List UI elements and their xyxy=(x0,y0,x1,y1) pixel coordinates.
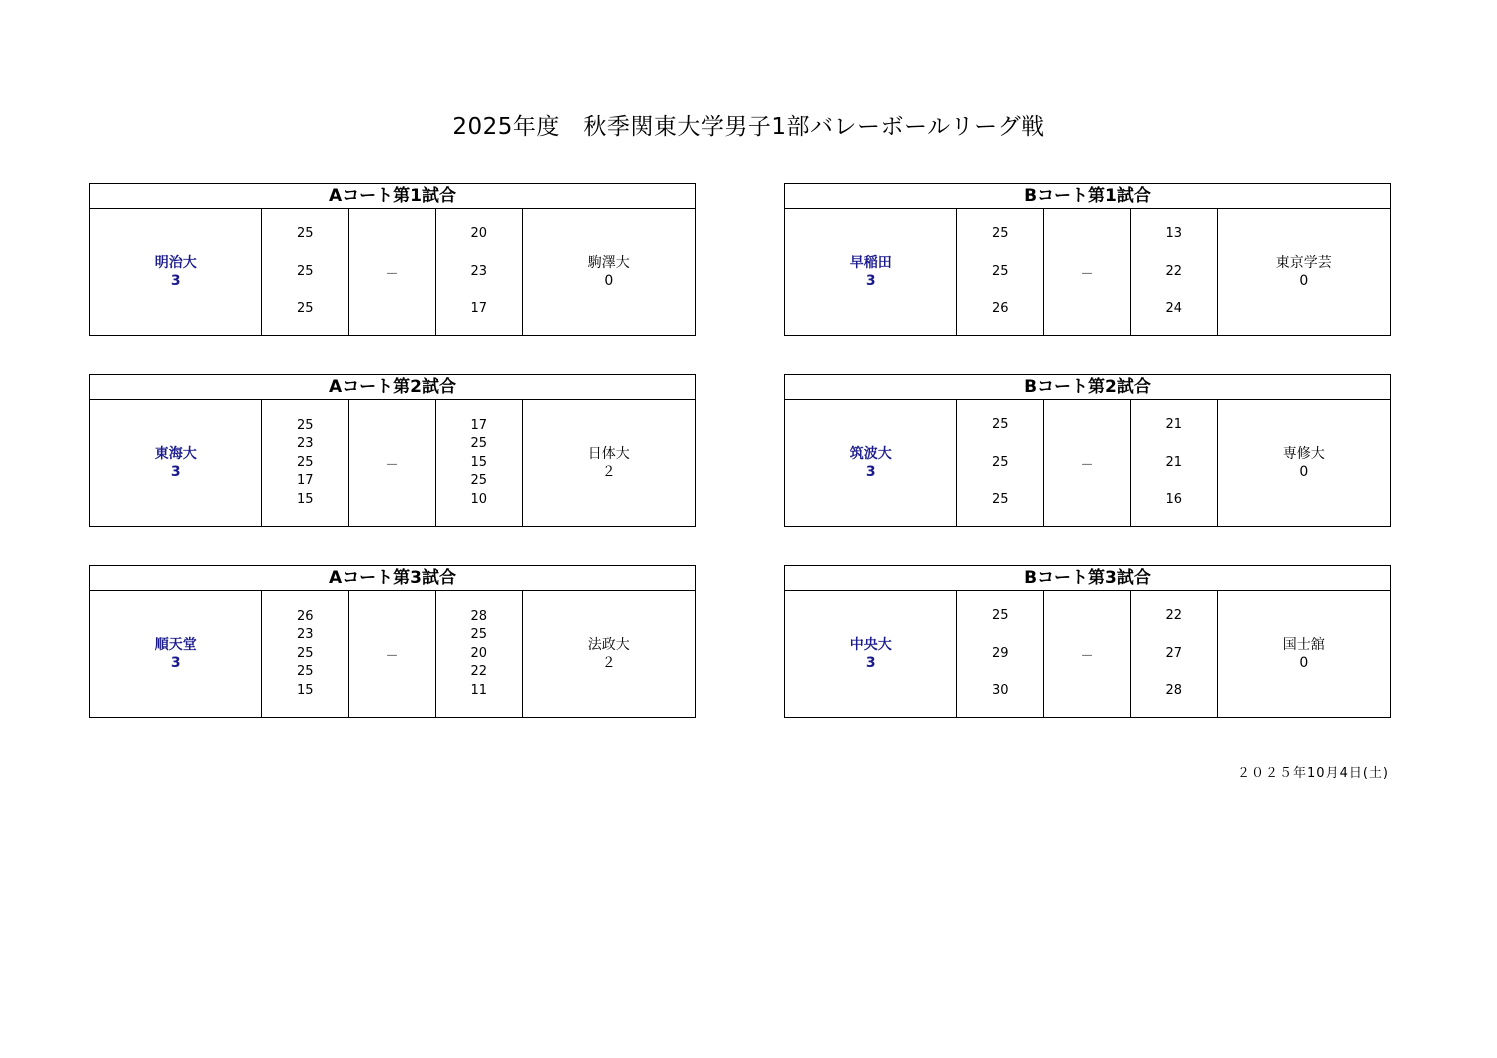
away-sets-won: 0 xyxy=(1299,464,1309,480)
away-team-name: 東京学芸 xyxy=(1275,255,1332,271)
separator-dash: － xyxy=(1080,648,1094,664)
away-set-scores xyxy=(1131,209,1218,335)
set-score: 28 xyxy=(1165,683,1182,699)
set-score: 20 xyxy=(470,226,487,242)
away-set-scores xyxy=(1131,400,1218,526)
set-score: 15 xyxy=(297,491,314,507)
set-score: 25 xyxy=(297,301,314,317)
away-sets-won: ２ xyxy=(601,655,616,671)
set-score: 25 xyxy=(470,473,487,489)
set-score: 17 xyxy=(297,473,314,489)
set-score: 22 xyxy=(1165,608,1182,624)
set-score: 29 xyxy=(992,645,1009,661)
away-sets-won: 0 xyxy=(1299,273,1309,289)
set-score: 25 xyxy=(470,627,487,643)
set-score: 17 xyxy=(470,417,487,433)
set-score: 25 xyxy=(992,226,1009,242)
away-team-cell xyxy=(523,591,695,717)
set-score: 25 xyxy=(992,417,1009,433)
match-header: Bコート第2試合 xyxy=(785,375,1390,400)
home-team-name: 明治大 xyxy=(154,255,197,271)
home-team-cell xyxy=(785,400,957,526)
separator-dash: － xyxy=(385,457,399,473)
away-set-scores xyxy=(1131,591,1218,717)
set-score: 25 xyxy=(992,454,1009,470)
match-header: Aコート第1試合 xyxy=(90,184,695,209)
set-score: 10 xyxy=(470,491,487,507)
set-score: 23 xyxy=(297,436,314,452)
match-header: Aコート第3試合 xyxy=(90,566,695,591)
away-sets-won: 0 xyxy=(1299,655,1309,671)
set-score: 20 xyxy=(470,645,487,661)
away-set-scores xyxy=(436,591,523,717)
set-score: 25 xyxy=(992,263,1009,279)
match-header: Bコート第3試合 xyxy=(785,566,1390,591)
separator-dash: － xyxy=(1080,457,1094,473)
home-team-name: 中央大 xyxy=(849,637,892,653)
away-team-cell xyxy=(1218,591,1390,717)
match-header: Aコート第2試合 xyxy=(90,375,695,400)
set-score: 25 xyxy=(992,492,1009,508)
home-team-name: 順天堂 xyxy=(154,637,197,653)
separator-cell xyxy=(1044,591,1131,717)
set-score: 25 xyxy=(297,454,314,470)
set-score: 25 xyxy=(297,645,314,661)
away-team-name: 専修大 xyxy=(1282,446,1325,462)
home-team-cell xyxy=(90,209,262,335)
set-score: 21 xyxy=(1165,454,1182,470)
set-score: 15 xyxy=(470,454,487,470)
set-score: 17 xyxy=(470,301,487,317)
home-set-scores xyxy=(262,209,349,335)
away-set-scores xyxy=(436,209,523,335)
set-score: 23 xyxy=(297,627,314,643)
separator-dash: － xyxy=(1080,266,1094,282)
match-table-b1 xyxy=(784,183,1391,336)
away-sets-won: ２ xyxy=(601,464,616,480)
home-sets-won: 3 xyxy=(865,464,876,480)
home-sets-won: 3 xyxy=(865,655,876,671)
set-score: 27 xyxy=(1165,645,1182,661)
match-header: Bコート第1試合 xyxy=(785,184,1390,209)
away-team-name: 日体大 xyxy=(587,446,630,462)
set-score: 28 xyxy=(470,608,487,624)
away-team-name: 国士舘 xyxy=(1282,637,1325,653)
set-score: 26 xyxy=(992,301,1009,317)
home-set-scores xyxy=(957,209,1044,335)
set-score: 13 xyxy=(1165,226,1182,242)
match-date: ２０２５年10月4日(土) xyxy=(1237,766,1389,781)
separator-cell xyxy=(349,209,436,335)
away-team-name: 法政大 xyxy=(587,637,630,653)
home-team-name: 早稲田 xyxy=(849,255,892,271)
home-team-cell xyxy=(90,400,262,526)
home-sets-won: 3 xyxy=(865,273,876,289)
home-set-scores xyxy=(957,400,1044,526)
home-sets-won: 3 xyxy=(170,464,181,480)
home-team-cell xyxy=(785,591,957,717)
home-team-cell xyxy=(90,591,262,717)
match-table-a2 xyxy=(89,374,696,527)
home-team-name: 筑波大 xyxy=(849,446,892,462)
away-set-scores xyxy=(436,400,523,526)
set-score: 24 xyxy=(1165,301,1182,317)
set-score: 25 xyxy=(470,436,487,452)
match-table-a3 xyxy=(89,565,696,718)
set-score: 25 xyxy=(992,608,1009,624)
separator-dash: － xyxy=(385,648,399,664)
set-score: 21 xyxy=(1165,417,1182,433)
separator-cell xyxy=(1044,209,1131,335)
set-score: 16 xyxy=(1165,492,1182,508)
separator-cell xyxy=(349,591,436,717)
set-score: 25 xyxy=(297,226,314,242)
home-sets-won: 3 xyxy=(170,273,181,289)
match-table-b2 xyxy=(784,374,1391,527)
home-team-name: 東海大 xyxy=(154,446,197,462)
separator-cell xyxy=(349,400,436,526)
set-score: 23 xyxy=(470,263,487,279)
away-team-cell xyxy=(1218,209,1390,335)
set-score: 26 xyxy=(297,608,314,624)
separator-dash: － xyxy=(385,266,399,282)
page-title: 2025年度 秋季関東大学男子1部バレーボールリーグ戦 xyxy=(452,114,1045,140)
set-score: 15 xyxy=(297,682,314,698)
away-team-name: 駒澤大 xyxy=(587,255,630,271)
away-team-cell xyxy=(523,209,695,335)
set-score: 30 xyxy=(992,683,1009,699)
set-score: 22 xyxy=(470,664,487,680)
away-team-cell xyxy=(523,400,695,526)
set-score: 25 xyxy=(297,263,314,279)
away-team-cell xyxy=(1218,400,1390,526)
away-sets-won: 0 xyxy=(604,273,614,289)
home-team-cell xyxy=(785,209,957,335)
home-sets-won: 3 xyxy=(170,655,181,671)
home-set-scores xyxy=(262,400,349,526)
set-score: 11 xyxy=(470,682,487,698)
match-table-b3 xyxy=(784,565,1391,718)
home-set-scores xyxy=(262,591,349,717)
match-table-a1 xyxy=(89,183,696,336)
home-set-scores xyxy=(957,591,1044,717)
separator-cell xyxy=(1044,400,1131,526)
set-score: 25 xyxy=(297,664,314,680)
set-score: 25 xyxy=(297,417,314,433)
set-score: 22 xyxy=(1165,263,1182,279)
